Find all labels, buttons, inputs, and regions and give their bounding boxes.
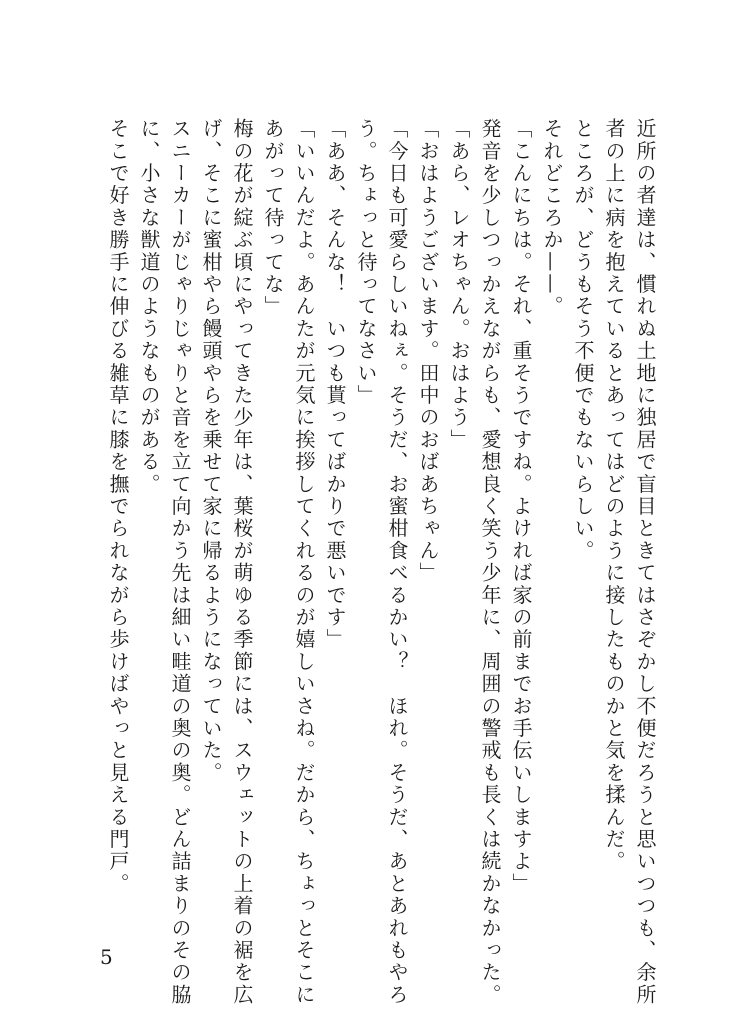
text-line: そこで好き勝手に伸びる雑草に膝を撫でられながら歩けばやっと見える門戸。 [106, 118, 130, 895]
text-line: 「おはようございます。田中のおばあちゃん」 [416, 118, 440, 585]
text-line: 梅の花が綻ぶ頃にやってきた少年は、葉桜が萌ゆる季節には、スウェットの上着の裾を広 [230, 118, 254, 1006]
text-line: 「こんにちは。それ、重そうですね。よければ家の前までお手伝いしますよ」 [509, 118, 533, 895]
text-line: 「ああ、そんな！ いつも貰ってばかりで悪いです」 [323, 118, 347, 651]
vertical-text-body [102, 118, 660, 1007]
text-line: ところが、どうもそう不便でもないらしい。 [571, 118, 595, 562]
text-line: あがって待ってな」 [261, 118, 285, 318]
text-line: 「あら、レオちゃん。おはよう」 [447, 118, 471, 451]
text-line: それどころか——。 [540, 118, 564, 318]
text-line: 者の上に病を抱えているとあってはどのように接したものかと気を揉んだ。 [602, 118, 626, 873]
text-line: に、小さな獣道のようなものがある。 [137, 118, 161, 496]
text-line: う。ちょっと待ってなさい」 [354, 118, 378, 407]
text-line: スニーカーがじゃりじゃりと音を立て向かう先は細い畦道の奥の奥。どん詰まりのその脇 [168, 118, 192, 1007]
text-line: 近所の者達は、慣れぬ土地に独居で盲目ときてはさぞかし不便だろうと思いつつも、余所 [633, 118, 657, 1006]
text-line: 「いいんだよ。あんたが元気に挨拶してくれるのが嬉しいさね。だから、ちょっとそこに [292, 118, 316, 1006]
text-line: 「今日も可愛らしいねぇ。そうだ、お蜜柑食べるかい？ ほれ。そうだ、あとあれもやろ [385, 118, 409, 1006]
text-line: げ、そこに蜜柑やら饅頭やらを乗せて家に帰るようになっていた。 [199, 118, 223, 784]
text-line: 発音を少しつっかえながらも、愛想良く笑う少年に、周囲の警戒も長くは続かなかった。 [478, 118, 502, 1006]
page-number: 5 [100, 945, 113, 969]
